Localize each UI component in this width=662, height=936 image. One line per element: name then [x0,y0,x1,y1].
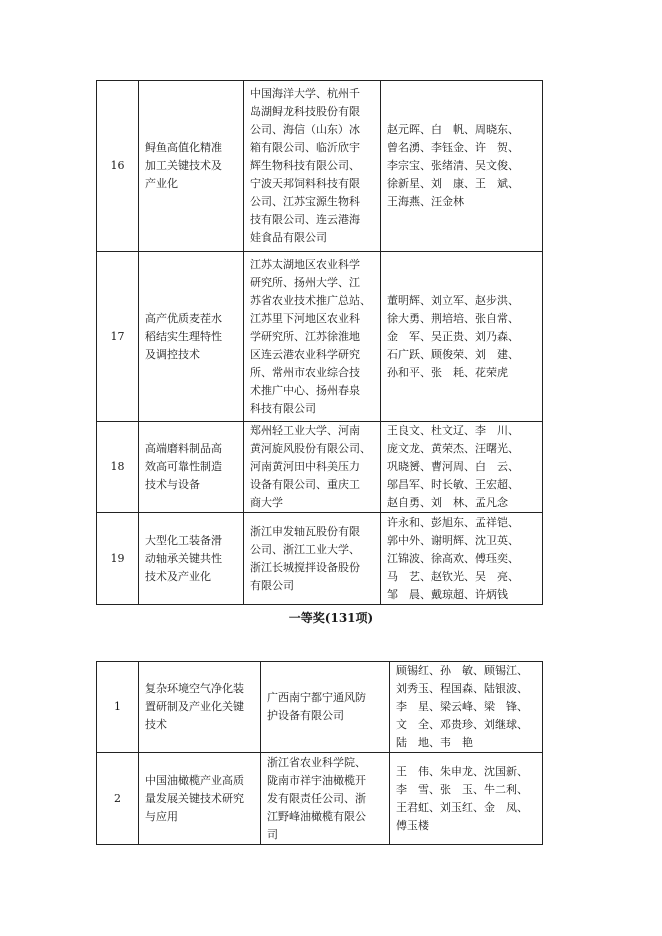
table-row [97,422,543,513]
award-table-continued [96,80,543,605]
row-number: 19 [97,513,139,605]
completion-units: 中国海洋大学、杭州千 岛湖鲟龙科技股份有限 公司、海信（山东）冰 箱有限公司、临沂欣宇 辉生物科技有限公司、 宁波天邦饲料科技有限 公司、江苏宝源生物科 技有限公司、连云港海 娃食品有限公司 [244,81,381,252]
project-name: 鲟鱼高值化精准 加工关键技术及 产业化 [139,81,244,252]
project-name: 复杂环境空气净化装 置研制及产业化关键 技术 [139,662,261,753]
project-name: 大型化工装备滑 动轴承关键共性 技术及产业化 [139,513,244,605]
completion-units: 浙江省农业科学院、 陇南市祥宇油橄榄开 发有限责任公司、浙 江野峰油橄榄有限公 司 [261,753,390,845]
table-row [97,513,543,605]
completion-units: 浙江申发轴瓦股份有限 公司、浙江工业大学、 浙江长城搅拌设备股份 有限公司 [244,513,381,605]
table-row [97,753,543,845]
completion-people: 顾锡红、孙 敏、顾锡江、 刘秀玉、程国森、陆银波、 李 星、梁云峰、梁 锋、 文 全、邓贵珍、刘继球、 陆 地、韦 艳 [390,662,543,753]
table-row [97,662,543,753]
completion-people: 赵元晖、白 帆、周晓东、 曾名湧、李钰金、许 贺、 李宗宝、张绪清、吴文俊、 徐新星、刘 康、王 斌、 王海燕、汪金林 [381,81,543,252]
completion-people: 许永和、彭旭东、孟祥铠、 郭中外、谢明辉、沈卫英、 江锦波、徐高欢、傅珏奕、 马 艺、赵钦光、吴 亮、 邹 晨、戴琼超、许炳钱 [381,513,543,605]
completion-units: 江苏太湖地区农业科学 研究所、扬州大学、江 苏省农业技术推广总站、 江苏里下河地区农业科 学研究所、江苏徐淮地 区连云港农业科学研究 所、常州市农业综合技 术推广中心、扬州春泉 科技有限公司 [244,252,381,422]
completion-people: 董明辉、刘立军、赵步洪、 徐大勇、荆培培、张自常、 金 军、吴正贵、刘乃森、 石广跃、顾俊荣、刘 建、 孙和平、张 耗、花荣虎 [381,252,543,422]
completion-people: 王 伟、朱申龙、沈国新、 李 雪、张 玉、牛二利、 王君虹、刘玉红、金 凤、 傅玉楼 [390,753,543,845]
project-name: 中国油橄榄产业高质 量发展关键技术研究 与应用 [139,753,261,845]
row-number: 1 [97,662,139,753]
row-number: 16 [97,81,139,252]
table-row [97,252,543,422]
completion-units: 郑州轻工业大学、河南 黄河旋风股份有限公司、 河南黄河田中科美压力 设备有限公司、重庆工 商大学 [244,422,381,513]
row-number: 2 [97,753,139,845]
project-name: 高产优质麦茬水 稻结实生理特性 及调控技术 [139,252,244,422]
row-number: 18 [97,422,139,513]
completion-units: 广西南宁都宁通风防 护设备有限公司 [261,662,390,753]
table-row [97,81,543,252]
award-heading: 一等奖(131项) [288,611,374,625]
project-name: 高端磨料制品高 效高可靠性制造 技术与设备 [139,422,244,513]
row-number: 17 [97,252,139,422]
completion-people: 王良文、杜文辽、李 川、 庞文龙、黄荣杰、汪曙光、 巩晓赟、曹河周、白 云、 邬昌军、时长敏、王宏超、 赵自勇、刘 林、孟凡念 [381,422,543,513]
award-table-first-prize [96,661,543,845]
